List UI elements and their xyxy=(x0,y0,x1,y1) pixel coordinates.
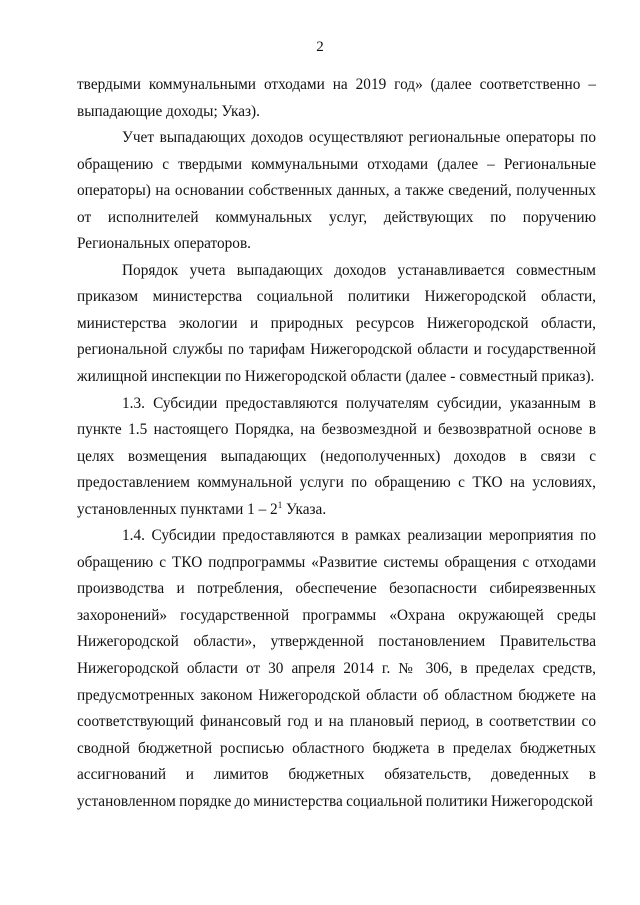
paragraph-accounting: Учет выпадающих доходов осуществляют региональные операторы по обращению с твердыми коммунальными отходами (далее – Региональные операторы) на основании собственных данных, а также сведений, полученных от исполнителей коммунальных услуг, действующих по поручению Региональных операторов. xyxy=(77,129,596,253)
superscript-mark: 1 xyxy=(277,499,283,510)
paragraph-continuation: твердыми коммунальными отходами на 2019 год» (далее соответственно – выпадающие доходы; Указ). xyxy=(77,76,596,120)
paragraph-procedure: Порядок учета выпадающих доходов устанавливается совместным приказом министерства социальной политики Нижегородской области, министерства экологии и природных ресурсов Нижегородской области, региональной службы по тарифам Нижегородской области и государственной жилищной инспекции по Нижегородской области (далее - совместный приказ). xyxy=(77,261,596,386)
paragraph-clause-1-4: 1.4. Субсидии предоставляются в рамках реализации мероприятия по обращению с ТКО подпрограммы «Развитие системы обращения с отходами производства и потребления, обеспечение безопасности сибиреязвенных захоронений» государственной программы «Охрана окружающей среды Нижегородской области», утвержденной постановлением Правительства Нижегородской области от 30 апреля 2014 г. № 306, в пределах средств, предусмотренных законом Нижегородской области об областном бюджете на соответствующий финансовый год и на плановый период, в соответствии со сводной бюджетной росписью областного бюджета в пределах бюджетных ассигнований и лимитов бюджетных обязательств, доведенных в установленном порядке до министерства социальной политики Нижегородской xyxy=(77,527,596,810)
document-body xyxy=(77,72,596,815)
paragraph-clause-1-3 xyxy=(77,391,596,524)
page-number: 2 xyxy=(316,39,324,55)
clause-1-3-tail: Указа. xyxy=(282,500,327,518)
clause-1-3-text: 1.3. Субсидии предоставляются получателям субсидии, указанным в пункте 1.5 настоящего Порядка, на безвозмездной и безвозвратной основе в целях возмещения выпадающих (недополученных) доходов в связи с предоставлением коммунальной услуги по обращению с ТКО на условиях, установленных пунктами 1 – 2 xyxy=(77,394,596,518)
